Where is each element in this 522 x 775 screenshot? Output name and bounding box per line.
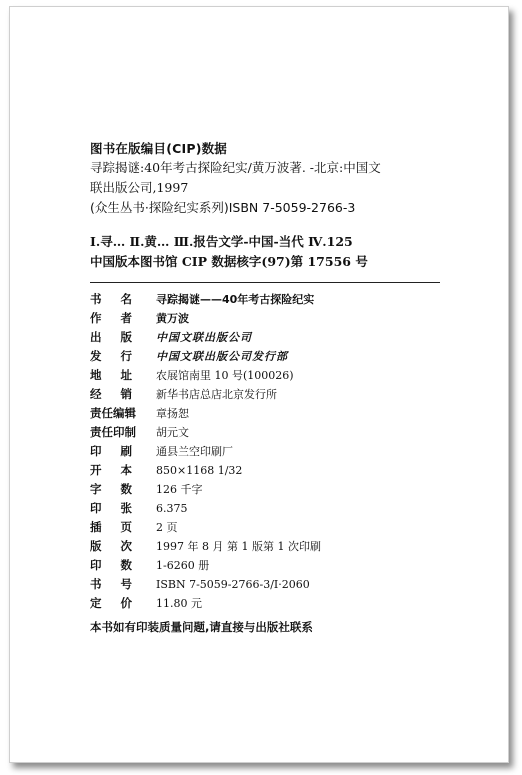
info-value-printer: 通县兰空印刷厂 [156, 445, 233, 458]
info-label [90, 347, 142, 366]
info-label [90, 309, 142, 328]
label-char: 版 [120, 330, 132, 344]
info-row-title [90, 290, 450, 309]
label-char: 张 [120, 501, 132, 515]
info-label [90, 518, 142, 537]
info-value-sales: 新华书店总店北京发行所 [156, 388, 277, 401]
label-char: 印 [90, 501, 102, 515]
info-row-format [90, 461, 450, 480]
label-char: 址 [120, 368, 132, 382]
cip-line-publisher: 联出版公司,1997 [90, 180, 189, 195]
info-value-sheets: 6.375 [156, 502, 188, 515]
info-value-author: 黄万波 [156, 312, 189, 325]
label-char: 定 [90, 596, 102, 610]
label-char: 书 [90, 292, 102, 306]
info-row-printer [90, 442, 450, 461]
label-char: 行 [120, 349, 132, 363]
info-value-price: 11.80 元 [156, 597, 202, 610]
info-row-print-run [90, 556, 450, 575]
info-value-format: 850×1168 1/32 [156, 464, 243, 477]
info-value-print-run: 1-6260 册 [156, 559, 210, 572]
info-row-isbn [90, 575, 450, 594]
info-label [90, 575, 142, 594]
label-char: 作 [90, 311, 102, 325]
info-label [90, 537, 142, 556]
cip-line-series: (众生丛书·探险纪实系列)ISBN 7-5059-2766-3 [90, 200, 356, 215]
label-char: 发 [90, 349, 102, 363]
info-row-word-count [90, 480, 450, 499]
label-char: 出 [90, 330, 102, 344]
cip-heading: 图书在版编目(CIP)数据 [90, 141, 228, 156]
info-label: 责任编辑 [90, 406, 136, 420]
quality-notice: 本书如有印装质量问题,请直接与出版社联系 [90, 620, 313, 634]
label-char: 者 [120, 311, 132, 325]
label-char: 数 [120, 558, 132, 572]
info-label [90, 480, 142, 499]
info-row-address [90, 366, 450, 385]
info-row-print-supervisor [90, 423, 450, 442]
section-divider [90, 282, 440, 283]
label-char: 销 [120, 387, 132, 401]
label-char: 书 [90, 577, 102, 591]
info-label [90, 461, 142, 480]
label-char: 数 [120, 482, 132, 496]
info-label [90, 594, 142, 613]
info-label [90, 385, 142, 404]
info-label [90, 556, 142, 575]
info-label [90, 328, 142, 347]
label-char: 字 [90, 482, 102, 496]
label-char: 开 [90, 463, 102, 477]
info-row-distribution [90, 347, 450, 366]
info-label [90, 366, 142, 385]
label-char: 插 [90, 520, 102, 534]
label-char: 页 [120, 520, 132, 534]
info-row-edition [90, 537, 450, 556]
info-value-plates: 2 页 [156, 521, 178, 534]
label-char: 印 [90, 558, 102, 572]
label-char: 号 [120, 577, 132, 591]
cip-line-title: 寻踪揭谜:40年考古探险纪实/黄万波著. -北京:中国文 [90, 160, 381, 175]
label-char: 印 [90, 444, 102, 458]
info-value-title: 寻踪揭谜——40年考古探险纪实 [156, 293, 315, 306]
info-row-plates [90, 518, 450, 537]
info-label: 责任印制 [90, 425, 136, 439]
info-row-sheets [90, 499, 450, 518]
info-label [90, 442, 142, 461]
label-char: 地 [90, 368, 102, 382]
info-label [90, 499, 142, 518]
cip-verification: 中国版本图书馆 CIP 数据核字(97)第 17556 号 [90, 254, 368, 269]
info-row-editor [90, 404, 450, 423]
info-value-print-supervisor: 胡元文 [156, 426, 189, 439]
info-row-publisher [90, 328, 450, 347]
label-char: 本 [120, 463, 132, 477]
label-char: 刷 [120, 444, 132, 458]
cip-classification: Ⅰ.寻… Ⅱ.黄… Ⅲ.报告文学-中国-当代 Ⅳ.125 [90, 234, 353, 249]
spacer [90, 218, 450, 232]
label-char: 价 [120, 596, 132, 610]
copyright-page [9, 6, 509, 763]
info-label [90, 290, 142, 309]
label-char: 经 [90, 387, 102, 401]
page-content [90, 139, 450, 635]
info-value-publisher: 中国文联出版公司 [156, 331, 252, 344]
label-char: 次 [120, 539, 132, 553]
info-value-edition: 1997 年 8 月 第 1 版第 1 次印刷 [156, 540, 321, 553]
info-row-price [90, 594, 450, 613]
info-row-author [90, 309, 450, 328]
info-value-distribution: 中国文联出版公司发行部 [156, 350, 288, 363]
label-char: 版 [90, 539, 102, 553]
info-value-address: 农展馆南里 10 号(100026) [156, 369, 294, 382]
publication-info-table [90, 290, 450, 613]
info-value-isbn: ISBN 7-5059-2766-3/I·2060 [156, 578, 310, 591]
info-row-sales [90, 385, 450, 404]
info-value-word-count: 126 千字 [156, 483, 203, 496]
info-value-editor: 章扬恕 [156, 407, 189, 420]
label-char: 名 [120, 292, 132, 306]
